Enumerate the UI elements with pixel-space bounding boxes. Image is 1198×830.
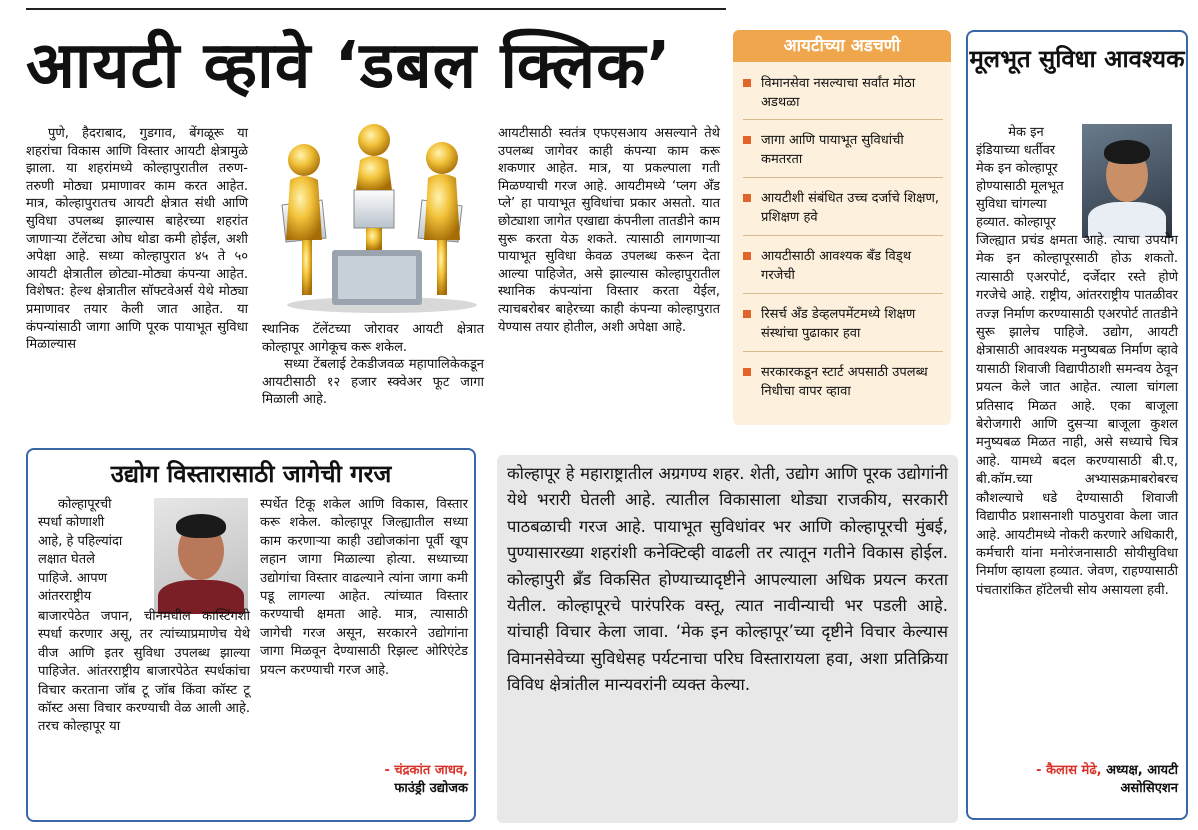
- issue-item: [743, 363, 945, 401]
- industry-narrow-text: [38, 496, 150, 606]
- issue-text: आयटीसाठी आवश्यक बँड विड्थ गरजेची: [761, 249, 912, 283]
- bullet-icon: [743, 79, 751, 87]
- main-article-col1: [26, 125, 248, 354]
- issue-text: जागा आणि पायाभूत सुविधांची कमतरता: [761, 133, 904, 167]
- narrow-line: आहे, हे पहिल्यांदा: [38, 533, 123, 549]
- industry-col1-rest: [38, 608, 250, 737]
- issue-item: [743, 131, 945, 169]
- headline: आयटी व्हावे ‘डबल क्लिक’: [26, 29, 672, 103]
- signature-dash: -: [1036, 763, 1047, 778]
- industry-col2: [260, 496, 468, 680]
- narrow-line: हव्यात. कोल्हापूर: [976, 215, 1056, 230]
- basic-facilities-title: मूलभूत सुविधा आवश्यक: [969, 45, 1185, 73]
- issue-text: विमानसेवा नसल्याचा सर्वांत मोठा अडथळा: [761, 76, 916, 110]
- issue-divider: [743, 351, 943, 352]
- it-people-illustration: [262, 120, 484, 315]
- basic-facilities-body: [976, 232, 1178, 600]
- basic-facilities-box: [966, 30, 1188, 820]
- issue-item: [743, 305, 945, 343]
- it-issues-title: आयटीच्या अडचणी: [733, 30, 951, 62]
- issue-divider: [743, 293, 943, 294]
- basic-facilities-narrow-text: [976, 124, 1076, 232]
- issue-divider: [743, 177, 943, 178]
- main-article-col1-text: पुणे, हैदराबाद, गुडगाव, बेंगळूरू या शहरांचा विकास आणि विस्तार आयटी क्षेत्रामुळे झाला. या शहरांमध्ये कोल्हापुरातील तरुण-तरुणी मोठ्या प्रमाणावर काम करत आहेत. मात्र, कोल्हापुरातच आयटी क्षेत्रात संधी आणि सुविधा उपलब्ध झाल्यास बाहेरच्या शहरांत जाणाऱ्या टॅलेंटचा ओघ थोडा कमी होईल, अशी अपेक्षा आहे. सध्या कोल्हापुरात ४५ ते ५० आयटी क्षेत्रातील छोट्या-मोठ्या कंपन्या आहेत. विशेषत: हेल्थ क्षेत्रातील सॉफ्टवेअर्स येथे मोठ्या प्रमाणावर तयार केली जात आहेत. या कंपन्यांसाठी जागा आणि पूरक पायाभूत सुविधा मिळाल्यास: [26, 126, 248, 353]
- signature-role: अध्यक्ष, आयटी असोसिएशन: [1106, 763, 1178, 796]
- bullet-icon: [743, 310, 751, 318]
- issue-item: [743, 247, 945, 285]
- issue-text: आयटीशी संबंधित उच्च दर्जाचे शिक्षण, प्रशिक्षण हवे: [761, 191, 939, 225]
- narrow-line: होण्यासाठी मूलभूत: [976, 179, 1064, 194]
- issue-item: [743, 189, 945, 227]
- bullet-icon: [743, 136, 751, 144]
- industry-space-box: [26, 448, 476, 822]
- industry-col1-rest-text: बाजारपेठेत जपान, चीनमधील कास्टिंगशी स्पर्धा करणार असू, तर त्यांच्याप्रमाणेच येथे वीज आणि इतर सुविधा उपलब्ध झाल्या पाहिजेत. आंतरराष्ट्रीय बाजारपेठेत स्पर्धकांचा विचार करताना जॉब टू जॉब किंवा कॉस्ट टू कॉस्ट असा विचार करण्याची वेळ आली आहे. तरच कोल्हापूर या: [38, 609, 250, 735]
- kailas-medhe-signature: [976, 762, 1178, 798]
- narrow-line: आंतरराष्ट्रीय: [38, 589, 92, 605]
- narrow-line: मेक इन कोल्हापूर: [976, 161, 1058, 176]
- main-article-col2-text2: सध्या टेंबलाई टेकडीजवळ महापालिकेकडून आयटीसाठी १२ हजार स्क्वेअर फूट जागा मिळाली आहे.: [262, 357, 484, 408]
- narrow-line: स्पर्धा कोणाशी: [38, 515, 105, 531]
- signature-dash: -: [384, 763, 395, 778]
- summary-box: [497, 455, 958, 823]
- signature-role: फाउंड्री उद्योजक: [394, 781, 468, 796]
- signature-name: चंद्रकांत जाधव,: [394, 763, 468, 778]
- narrow-line: इंडियाच्या धर्तीवर: [976, 143, 1056, 158]
- issue-item: [743, 74, 945, 112]
- narrow-line: पाहिजे. आपण: [38, 570, 108, 586]
- issue-text: रिसर्च अँड डेव्हलपमेंटमध्ये शिक्षण संस्थांचा पुढाकार हवा: [761, 307, 916, 341]
- narrow-line: मेक इन: [1008, 125, 1044, 140]
- issue-divider: [743, 119, 943, 120]
- bullet-icon: [743, 252, 751, 260]
- basic-facilities-body-text: जिल्ह्यात प्रचंड क्षमता आहे. त्याचा उपयोग मेक इन कोल्हापूरसाठी होऊ शकतो. त्यासाठी एअरपोर्ट, दर्जेदार रस्ते होणे गरजेचे आहे. राष्ट्रीय, आंतरराष्ट्रीय पातळीवर तज्ज्ञ निर्माण करण्यासाठी एअरपोर्ट तातडीने सुरू झालेच पाहिजे. उद्योग, आयटी क्षेत्रासाठी आवश्यक मनुष्यबळ निर्माण व्हावे यासाठी शिवाजी विद्यापीठाशी समन्वय ठेवून प्रयत्न केले जात आहेत. त्याला चांगला प्रतिसाद मिळत आहे. एका बाजूला बेरोजगारी आणि दुसऱ्या बाजूला कुशल मनुष्यबळ मिळत नाही, असे सध्याचे चित्र आहे. यामध्ये बदल करण्यासाठी बी.ए, बी.कॉम.च्या अभ्यासक्रमाबरोबरच कौशल्याचे धडे देण्यासाठी शिवाजी विद्यापीठ प्रशासनाशी पाठपुरावा केला जात आहे. आयटीमध्ये नोकरी करणारे अधिकारी, कर्मचारी यांना मनोरंजनासाठी सोयीसुविधा निर्माण व्हायला हव्यात. जेवण, राहण्यासाठी पंचतारांकित हॉटेलची सोय असायला हवी.: [976, 233, 1178, 598]
- chandrakant-jadhav-photo: [154, 498, 248, 614]
- main-article-col3-text: आयटीसाठी स्वतंत्र एफएसआय असल्याने तेथे उपलब्ध जागेवर काही कंपन्या काम करू शकणार आहेत. मात्र, या प्रकल्पाला गती मिळण्याची गरज आहे. आयटीमध्ये ‘प्लग अँड प्ले’ हा पायाभूत सुविधांचा प्रकार असतो. यात छोट्याशा जागेत एखाद्या कंपनीला तातडीने काम सुरू करता येऊ शकते. त्यासाठी लागणाऱ्या पायाभूत सुविधा केवळ उपलब्ध करून देता आल्या पाहिजेत, असे झाल्यास कोल्हापुरातील स्थानिक कंपन्यांना विस्तार करता येईल, त्याचबरोबर बाहेरच्या काही कंपन्या कोल्हापुरात येण्यास तयार होतील, अशी अपेक्षा आहे.: [498, 126, 720, 335]
- it-issues-box: [733, 30, 951, 425]
- main-article-col3: [498, 125, 720, 336]
- signature-name: कैलास मेढे,: [1046, 763, 1102, 778]
- bullet-icon: [743, 368, 751, 376]
- kailas-medhe-photo: [1082, 124, 1172, 238]
- bullet-icon: [743, 194, 751, 202]
- industry-col2-text: स्पर्धेत टिकू शकेल आणि विकास, विस्तार करू शकेल. कोल्हापूर जिल्ह्यातील सध्या काम करणाऱ्या काही उद्योजकांना पूर्वी खूप लहान जागा मिळाल्या होत्या. सध्याच्या उद्योगांचा विस्तार वाढल्याने त्यांना जागा कमी पडू लागल्या आहेत. त्यांच्यात विस्तार करण्याची क्षमता आहे. मात्र, त्यासाठी जागेची गरज असून, सरकारने उद्योगांना जागा मिळवून देण्यासाठी रिझल्ट ओरिएंटेड प्रयत्न करण्याची गरज आहे.: [260, 497, 468, 678]
- narrow-line: कोल्हापूरची: [58, 497, 112, 512]
- industry-space-title: उद्योग विस्तारासाठी जागेची गरज: [110, 460, 392, 488]
- issue-divider: [743, 235, 943, 236]
- hair-shape: [1104, 140, 1150, 164]
- chandrakant-jadhav-signature: [260, 762, 468, 798]
- narrow-line: लक्षात घेतले: [38, 552, 95, 568]
- narrow-line: सुविधा चांगल्या: [976, 197, 1047, 212]
- hair-shape: [176, 514, 226, 538]
- issue-text: सरकारकडून स्टार्ट अपसाठी उपलब्ध निधीचा वापर व्हावा: [761, 365, 928, 399]
- top-rule: [26, 8, 726, 10]
- summary-text: कोल्हापूर हे महाराष्ट्रातील अग्रगण्य शहर. शेती, उद्योग आणि पूरक उद्योगांनी येथे भरारी घेतली आहे. त्यातील विकासाला थोड्या राजकीय, सरकारी पाठबळाची गरज आहे. पायाभूत सुविधांवर भर आणि कोल्हापूरची मुंबई, पुण्यासारख्या शहरांशी कनेक्टिव्ही वाढली तर त्यातून गतीने विकास होईल. कोल्हापुरी ब्रँड विकसित होण्याच्यादृष्टीने आपल्याला अधिक प्रयत्न करता येतील. कोल्हापूरचे पारंपरिक वस्तू, त्यात नावीन्याची भर पडली आहे. यांचाही विचार केला जावा. ‘मेक इन कोल्हापूर’च्या दृष्टीने विचार केल्यास विमानसेवेच्या सुविधेसह पर्यटनाचा परिघ विस्तारायला हवा, अशा प्रतिक्रिया विविध क्षेत्रांतील मान्यवरांनी व्यक्त केल्या.: [507, 464, 948, 695]
- main-article-col2: [262, 321, 484, 409]
- main-article-col2-text: स्थानिक टॅलेंटच्या जोरावर आयटी क्षेत्रात कोल्हापूर आगेकूच करू शकेल.: [262, 322, 484, 355]
